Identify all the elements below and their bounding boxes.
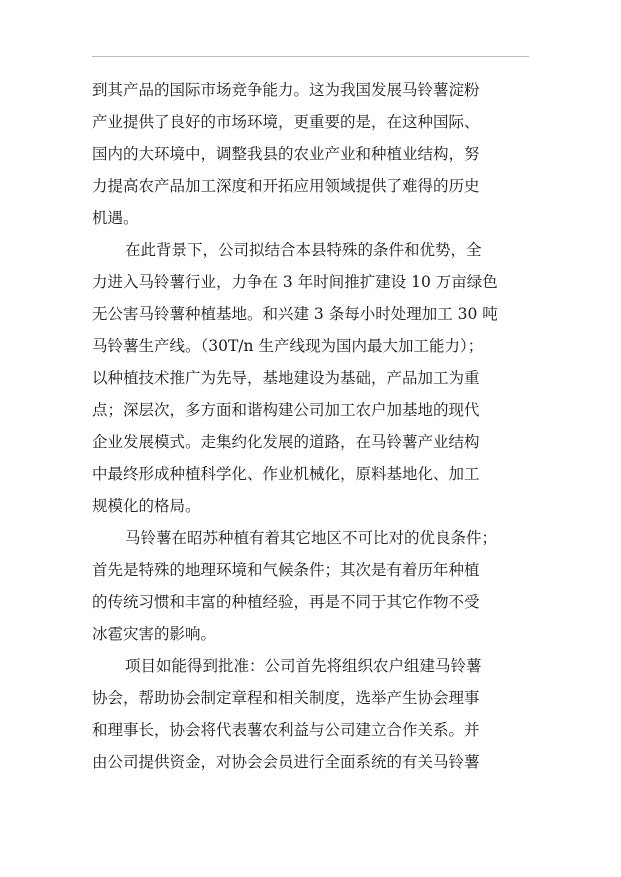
paragraph-project-approval [92,650,522,778]
text-line: 企业发展模式。走集约化发展的道路，在马铃薯产业结构 [92,433,480,451]
text-line: 到其产品的国际市场竞争能力。这为我国发展马铃薯淀粉 [92,81,480,99]
text-line: 首先是特殊的地理环境和气候条件；其次是有着历年种植 [92,561,480,579]
text-line: 力进入马铃薯行业，力争在 3 年时间推扩建设 10 万亩绿色 [92,273,498,291]
text-line: 马铃薯生产线。（30T/n 生产线现为国内最大加工能力）； [92,337,484,355]
text-line: 马铃薯在昭苏种植有着其它地区不可比对的优良条件； [125,529,498,547]
text-line: 的传统习惯和丰富的种植经验，再是不同于其它作物不受 [92,593,480,611]
text-line: 点；深层次，多方面和谐构建公司加工农户加基地的现代 [92,401,480,419]
text-line: 协会，帮助协会制定章程和相关制度，选举产生协会理事 [92,689,480,707]
text-line: 产业提供了良好的市场环境，更重要的是，在这种国际、 [92,113,480,131]
paragraph-zhaosu-conditions [92,522,522,650]
text-line: 规模化的格局。 [92,497,201,515]
paragraph-company-plan [92,234,522,522]
text-line: 机遇。 [92,209,139,227]
text-line: 中最终形成种植科学化、作业机械化，原料基地化、加工 [92,465,480,483]
text-line: 力提高农产品加工深度和开拓应用领域提供了难得的历史 [92,177,480,195]
text-line: 无公害马铃薯种植基地。和兴建 3 条每小时处理加工 30 吨 [92,305,498,323]
page-body [92,74,522,778]
header-rule [92,56,529,57]
text-line: 国内的大环境中，调整我县的农业产业和种植业结构，努 [92,145,480,163]
paragraph-market-environment [92,74,522,234]
text-line: 项目如能得到批准：公司首先将组织农户组建马铃薯 [125,657,482,675]
text-line: 以种植技术推广为先导，基地建设为基础，产品加工为重 [92,369,480,387]
text-line: 由公司提供资金，对协会会员进行全面系统的有关马铃薯 [92,753,480,771]
text-line: 在此背景下，公司拟结合本县特殊的条件和优势，全 [125,241,482,259]
text-line: 冰雹灾害的影响。 [92,625,217,643]
text-line: 和理事长，协会将代表薯农利益与公司建立合作关系。并 [92,721,480,739]
